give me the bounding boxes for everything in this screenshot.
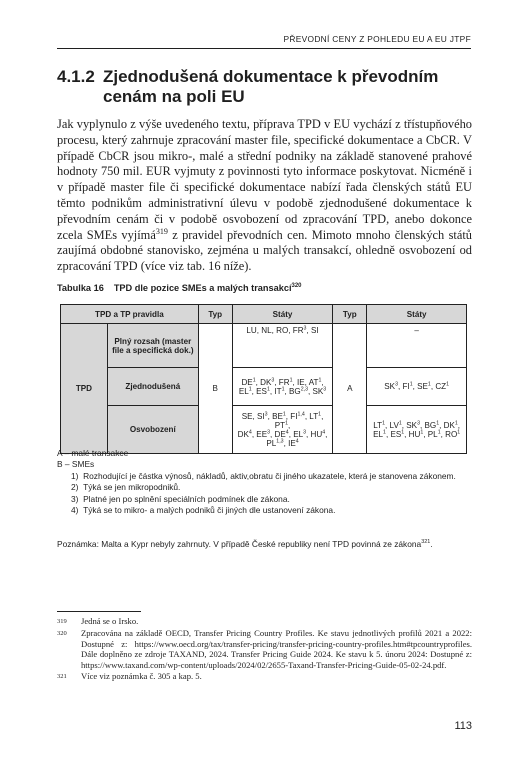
footnote-text: Více viz poznámka č. 305 a kap. 5.	[81, 671, 202, 682]
footnote-number: 321	[57, 673, 67, 681]
running-header: PŘEVODNÍ CENY Z POHLEDU EU A EU JTPF	[283, 34, 471, 44]
footnote-ref-319[interactable]: 319	[155, 226, 168, 236]
type-b-cell: B	[198, 324, 232, 454]
states-a-full: –	[367, 324, 467, 368]
section-title: Zjednodušená dokumentace k převodním cenám na poli EU	[103, 67, 439, 106]
states-b-exemption: SE, $SI^3$, $BE^1$, FI$^{1,4}$, $LT^1$, $PT^1$, $DK^4$, $EE^3$, $DE^4$, $EL^3$, $HU^4$, PL$^{1,3}$, $IE^4$	[232, 406, 333, 454]
footnote-text: Jedná se o Irsko.	[81, 616, 139, 626]
legend-item: 1) Rozhodující je částka výnosů, nákladů, aktiv,obratu či jiného ukazatele, která je stanovena zákonem.	[71, 470, 456, 481]
table-caption-label: Tabulka 16	[57, 283, 104, 293]
body-paragraph	[57, 117, 472, 275]
row-label-simplified: Zjednodušená	[107, 368, 198, 406]
footnote-divider	[57, 611, 141, 612]
header-type-a: Typ	[333, 305, 367, 324]
header-states-b: Státy	[232, 305, 333, 324]
footnote-number: 320	[57, 630, 67, 638]
legend-a: A – malé transakce	[57, 448, 129, 458]
table-header-row	[61, 305, 467, 324]
footnote-ref-320[interactable]: 320	[291, 282, 302, 289]
row-label-full: Plný rozsah (master file a specifická dok.)	[107, 324, 198, 368]
table-legend	[57, 448, 472, 516]
states-b-simplified: $DE^1$, $DK^3$, $FR^1$, IE, $AT^1$, $EL^1$, $ES^1$, $IT^1$, BG$^{2,3}$, $SK^3$	[232, 368, 333, 406]
table-row	[61, 324, 467, 368]
header-rules: TPD a TP pravidla	[61, 305, 199, 324]
table-caption-text: TPD dle pozice SMEs a malých transakcí	[113, 283, 292, 293]
footnote	[57, 616, 472, 627]
body-text-part1: Jak vyplynulo z výše uvedeného textu, příprava TPD v EU vychází z třístupňového procesu, který zahrnuje zpracování master file, specifické dokumentace a CbCR. V případě CbCR jsou mikro-, malé a střední podniky na základě stanovené prahové hodnoty 750 mil. EUR vyjmuty z povinnosti tyto informace poskytovat. Nicméně i v případě master file či specifické dokumentace nabízí řada členských států EU těmto podnikům administrativní úlevu v podobě zjednodušené dokumentace k převodním cenám či v podobě osvobození od zpracování TPD, anebo dokonce zcela SMEs vyjímá	[57, 117, 472, 242]
footnote-text: Zpracována na základě OECD, Transfer Pricing Country Profiles. Ke stavu jednotlivých profilů 2021 a 2022: Dostupné z: https://www.oecd.org/tax/transfer-pricing/transfer-pricing-country-profiles.htm#tpcountryprofiles. Dále doplněno ze zdroje TAXAND, 2024. Transfer Pricing Guide 2024. Ke stavu k 5. únoru 2024: Dostupné z: https://www.taxand.com/wp-content/uploads/2024/02/2655-Taxand-Transfer-Pricing-Guide-05-02-24.pdf.	[81, 628, 472, 670]
table-note-text: Poznámka: Malta a Kypr nebyly zahrnuty. V případě České republiky není TPD povinná ze zákona	[57, 539, 422, 549]
section-number: 4.1.2	[57, 67, 95, 86]
legend-b: B – SMEs	[57, 459, 95, 470]
footnote	[57, 671, 472, 682]
footnote	[57, 628, 472, 670]
footnote-number: 319	[57, 618, 67, 625]
states-b-full: LU, NL, RO, $FR^3$, SI	[232, 324, 333, 368]
header-divider	[57, 48, 471, 49]
body-text-part2: z pravidel převodních cen. Mimoto mnoho členských států zaujímá obdobné stanovisko, zejména u malých transakcí, ohledně osvobození od zpracování TPD (více viz tab. 16 níže).	[57, 227, 472, 274]
header-type-b: Typ	[198, 305, 232, 324]
states-a-simplified: $SK^3$, $FI^1$, $SE^1$, $CZ^1$	[367, 368, 467, 406]
legend-item: 2) Týká se jen mikropodniků.	[71, 482, 181, 493]
legend-item: 3) Platné jen po splnění speciálních podmínek dle zákona.	[71, 493, 290, 504]
tpd-table	[60, 304, 467, 454]
table-note: Poznámka: Malta a Kypr nebyly zahrnuty. V případě České republiky není TPD povinná ze zákona$^{321}$.	[57, 539, 433, 549]
table-row	[61, 368, 467, 406]
footnote-ref-321[interactable]: 321	[421, 539, 431, 546]
table-caption	[57, 283, 301, 293]
states-a-exemption: $LT^1$, $LV^1$, $SK^3$, $BG^1$, $DK^1$, $EL^1$, $ES^1$, $HU^1$, $PL^1$, $RO^1$	[367, 406, 467, 454]
legend-item: 4) Týká se to mikro- a malých podniků či jiných dle ustanovení zákona.	[71, 505, 336, 516]
footnotes	[57, 616, 472, 683]
row-label-exemption: Osvobození	[107, 406, 198, 454]
type-a-cell: A	[333, 324, 367, 454]
table-row	[61, 406, 467, 454]
row-group-label: TPD	[61, 324, 108, 454]
header-states-a: Státy	[367, 305, 467, 324]
page-number: 113	[454, 720, 472, 732]
